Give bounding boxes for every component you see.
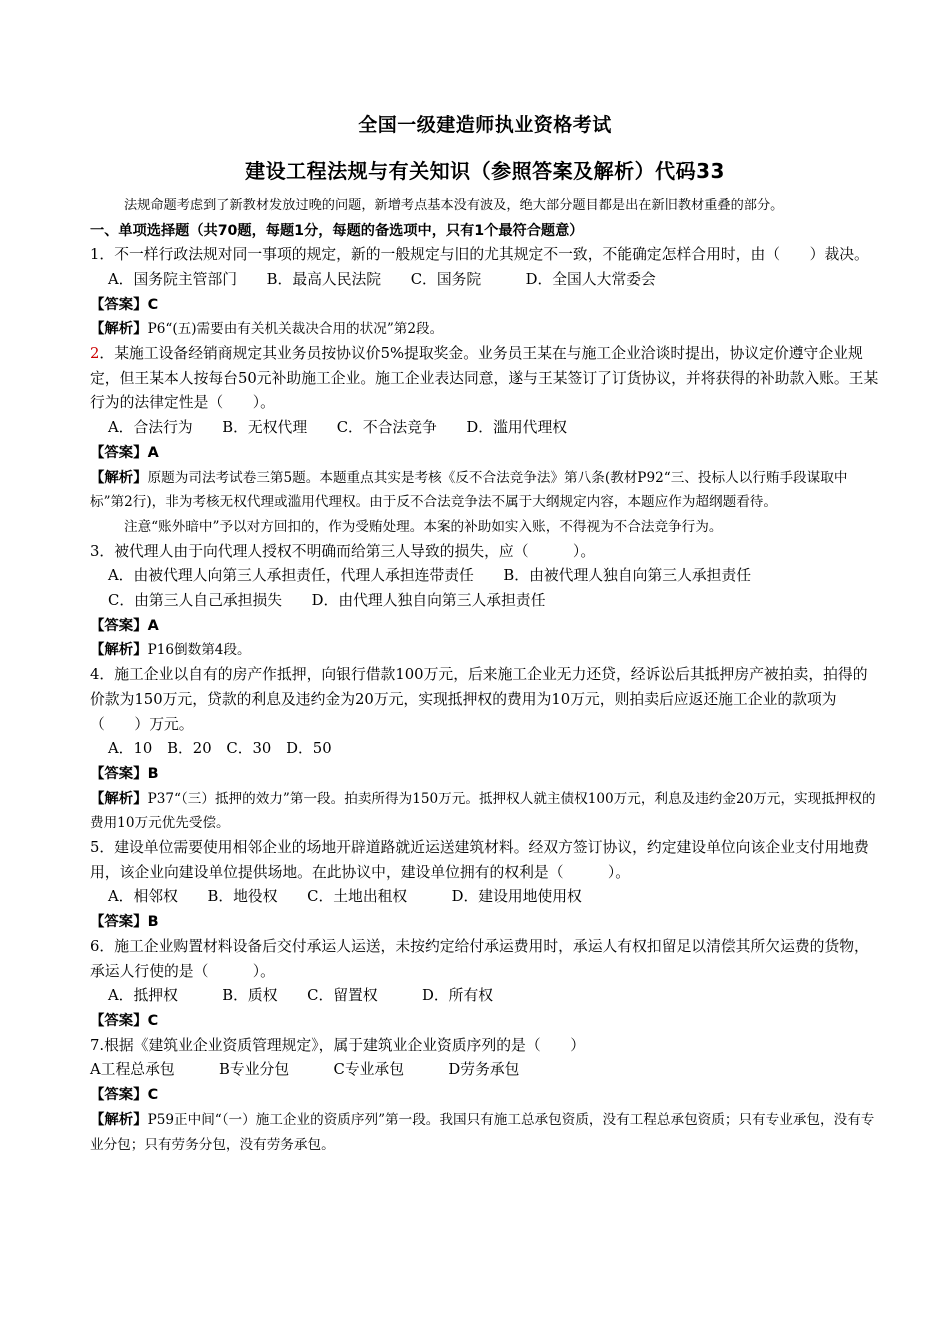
explanation-text: P6“(五)需要由有关机关裁决合用的状况”第2段。 <box>147 321 444 338</box>
document-title: 全国一级建造师执业资格考试 <box>358 114 612 136</box>
explanation-note: 注意“账外暗中”予以对方回扣的，作为受贿处理。本案的补助如实入账，不得视为不合法竞争行为。 <box>124 518 723 535</box>
question-stem: 1．不一样行政法规对同一事项的规定，新的一般规定与旧的尤其规定不一致，不能确定怎样合用时，由（ ）裁决。 <box>90 246 869 264</box>
answer-tag: 【答案】 <box>90 1013 148 1029</box>
answer-value: A <box>147 617 159 634</box>
answer-value: C <box>147 296 159 313</box>
question-options: A．由被代理人向第三人承担责任，代理人承担连带责任 B．由被代理人独自向第三人承担责任 <box>108 567 752 585</box>
question-stem: 4．施工企业以自有的房产作抵押，向银行借款100万元，后来施工企业无力还贷，经诉讼后其抵押房产被拍卖，拍得的价款为150万元，贷款的利息及违约金为20万元，实现抵押权的费用为10万元，则拍卖后应返还施工企业的款项为（ ）万元。 <box>90 666 868 733</box>
question-stem: 3．被代理人由于向代理人授权不明确而给第三人导致的损失，应（ ）。 <box>90 542 596 560</box>
question-stem: 7.根据《建筑业企业资质管理规定》，属于建筑业企业资质序列的是（ ） <box>90 1036 586 1054</box>
question-options: A．国务院主管部门 B．最高人民法院 C．国务院 D．全国人大常委会 <box>108 270 656 288</box>
question-options: A．相邻权 B．地役权 C．土地出租权 D．建设用地使用权 <box>108 888 582 906</box>
question-options: A．10 B．20 C．30 D．50 <box>108 740 332 758</box>
document-page <box>90 100 880 1157</box>
question-number: 2 <box>90 345 100 363</box>
answer-tag: 【答案】 <box>90 914 148 931</box>
answer-tag: 【答案】 <box>90 1087 148 1104</box>
answer-value: C <box>147 1013 159 1029</box>
explanation-text: 原题为司法考试卷三第5题。本题重点其实是考核《反不合法竞争法》第八条(教材P92“三、投标人以行贿手段谋取中标”第2行)，非为考核无权代理或滥用代理权。由于反不合法竞争法不属于大纲规定内容，本题应作为超纲题看待。 <box>90 469 848 511</box>
explanation-tag: 【解析】 <box>90 642 148 659</box>
question-7 <box>90 1034 880 1158</box>
explanation-tag: 【解析】 <box>90 1111 148 1128</box>
question-6 <box>90 935 880 1034</box>
explanation-text: P59正中间“（一）施工企业的资质序列”第一段。我国只有施工总承包资质，没有工程总承包资质；只有专业承包，没有专业分包；只有劳务分包，没有劳务承包。 <box>90 1111 875 1153</box>
answer-value: A <box>147 444 159 461</box>
question-stem: ．某施工设备经销商规定其业务员按协议价5%提取奖金。业务员王某在与施工企业洽谈时提出，协议定价遵守企业规定，但王某本人按每台50元补助施工企业。施工企业表达同意，遂与王某签订了订货协议，并将获得的补助款入账。王某行为的法律定性是（ ）。 <box>90 345 879 412</box>
question-5 <box>90 836 880 935</box>
answer-value: B <box>147 914 159 931</box>
section-heading: 一、单项选择题（共70题，每题1分，每题的备选项中，只有1个最符合题意） <box>90 222 584 239</box>
explanation-text: P16倒数第4段。 <box>147 642 251 659</box>
question-options: A．合法行为 B．无权代理 C．不合法竞争 D．滥用代理权 <box>108 419 568 437</box>
explanation-tag: 【解析】 <box>90 469 148 486</box>
intro-paragraph: 法规命题考虑到了新教材发放过晚的问题，新增考点基本没有波及，绝大部分题目都是出在新旧教材重叠的部分。 <box>124 198 784 213</box>
explanation-text: P37“（三）抵押的效力”第一段。拍卖所得为150万元。抵押权人就主债权100万元，利息及违约金20万元，实现抵押权的费用10万元优先受偿。 <box>90 790 876 832</box>
question-stem: 5．建设单位需要使用相邻企业的场地开辟道路就近运送建筑材料。经双方签订协议，约定建设单位向该企业支付用地费用，该企业向建设单位提供场地。在此协议中，建设单位拥有的权利是（ ）。 <box>90 839 869 881</box>
explanation-tag: 【解析】 <box>90 321 148 338</box>
answer-value: B <box>147 765 159 782</box>
question-2 <box>90 342 880 540</box>
answer-tag: 【答案】 <box>90 617 148 634</box>
answer-tag: 【答案】 <box>90 765 148 782</box>
explanation-tag: 【解析】 <box>90 790 148 807</box>
question-1 <box>90 243 880 342</box>
answer-tag: 【答案】 <box>90 444 148 461</box>
question-options: C．由第三人自己承担损失 D．由代理人独自向第三人承担责任 <box>108 592 546 610</box>
question-4 <box>90 663 880 836</box>
answer-tag: 【答案】 <box>90 296 148 313</box>
answer-value: C <box>147 1087 159 1104</box>
document-subtitle: 建设工程法规与有关知识（参照答案及解析）代码33 <box>245 159 725 183</box>
question-options: A工程总承包 B专业分包 C专业承包 D劳务承包 <box>90 1061 520 1079</box>
question-stem: 6．施工企业购置材料设备后交付承运人运送，未按约定给付承运费用时，承运人有权扣留足以清偿其所欠运费的货物，承运人行使的是（ ）。 <box>90 937 869 980</box>
question-options: A．抵押权 B．质权 C．留置权 D．所有权 <box>108 987 494 1005</box>
question-3 <box>90 540 880 664</box>
